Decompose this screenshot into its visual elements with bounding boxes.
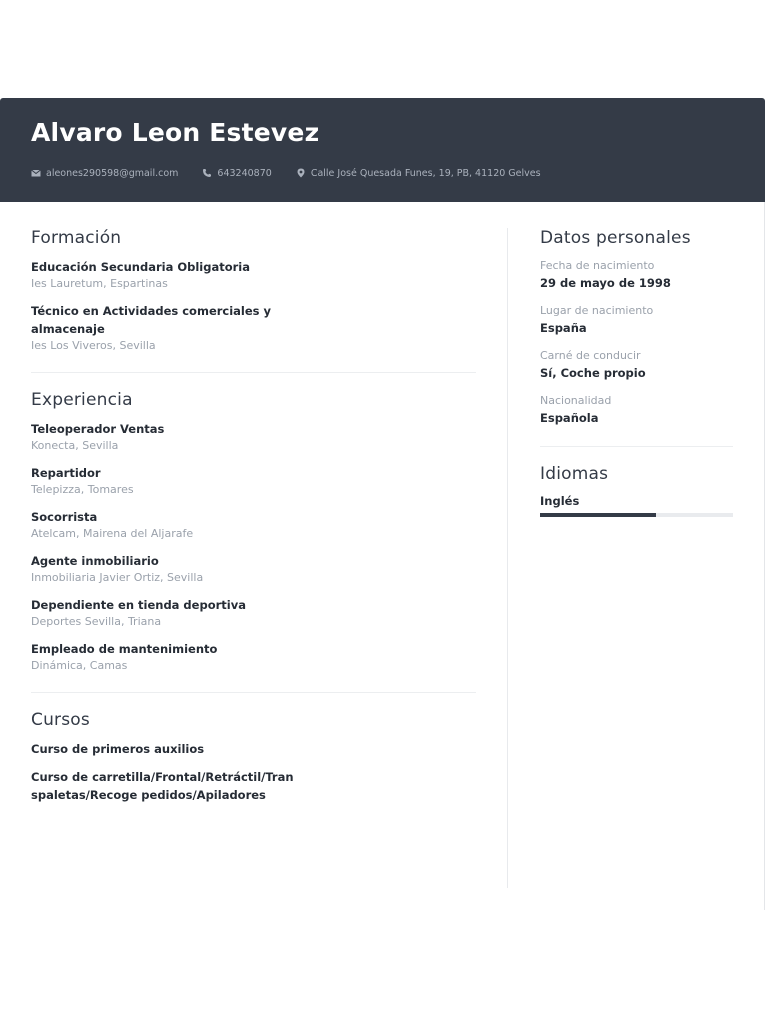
list-item: [31, 508, 476, 542]
item-subtitle: Konecta, Sevilla: [31, 439, 119, 452]
item-subtitle: Atelcam, Mairena del Aljarafe: [31, 527, 194, 540]
item-subtitle: Ies Lauretum, Espartinas: [31, 277, 168, 290]
location-pin-icon: [296, 168, 306, 178]
item-title: Socorrista: [31, 510, 98, 524]
item-title: Educación Secundaria Obligatoria: [31, 260, 250, 274]
field-label: Carné de conducir: [540, 349, 641, 362]
item-title: Curso de primeros auxilios: [31, 742, 205, 756]
right-column: [540, 228, 733, 517]
field-label: Fecha de nacimiento: [540, 259, 655, 272]
data-field: [540, 393, 733, 428]
column-divider: [507, 228, 508, 888]
list-item: [31, 740, 476, 758]
contact-line: [31, 166, 541, 180]
list-item: [31, 552, 476, 586]
field-label: Lugar de nacimiento: [540, 304, 654, 317]
item-subtitle: Telepizza, Tomares: [31, 483, 134, 496]
data-field: [540, 303, 733, 338]
field-value: 29 de mayo de 1998: [540, 276, 671, 290]
item-subtitle: Deportes Sevilla, Triana: [31, 615, 162, 628]
item-subtitle: Inmobiliaria Javier Ortiz, Sevilla: [31, 571, 204, 584]
section-title: Cursos: [31, 710, 90, 730]
section-title: Datos personales: [540, 228, 691, 248]
list-item: [31, 768, 299, 804]
email-link[interactable]: aleones290598@gmail.com: [46, 167, 179, 179]
list-item: [31, 258, 476, 292]
section-cursos: [31, 710, 476, 804]
list-item: [31, 302, 296, 354]
left-column: [31, 228, 476, 814]
field-value: Española: [540, 411, 599, 425]
section-divider: [31, 372, 476, 373]
section-formacion: [31, 228, 476, 354]
section-experiencia: [31, 390, 476, 674]
list-item: [31, 464, 476, 498]
envelope-icon: [31, 168, 41, 178]
section-divider: [31, 692, 476, 693]
language-level-fill: [540, 513, 656, 517]
person-name: Alvaro Leon Estevez: [31, 118, 320, 147]
item-title: Técnico en Actividades comerciales y almacenaje: [31, 304, 272, 336]
list-item: [31, 420, 476, 454]
item-title: Repartidor: [31, 466, 101, 480]
section-divider: [540, 446, 733, 447]
item-title: Agente inmobiliario: [31, 554, 159, 568]
list-item: [31, 640, 476, 674]
item-title: Empleado de mantenimiento: [31, 642, 218, 656]
field-label: Nacionalidad: [540, 394, 612, 407]
section-title: Idiomas: [540, 464, 609, 484]
cv-header: [0, 98, 765, 202]
item-title: Dependiente en tienda deportiva: [31, 598, 246, 612]
language-level-bar: [540, 513, 733, 517]
section-idiomas: [540, 464, 733, 517]
language-name: Inglés: [540, 494, 580, 508]
item-subtitle: Ies Los Viveros, Sevilla: [31, 339, 156, 352]
item-subtitle: Dinámica, Camas: [31, 659, 128, 672]
data-field: [540, 258, 733, 293]
item-title: Teleoperador Ventas: [31, 422, 165, 436]
section-title: Formación: [31, 228, 122, 248]
field-value: Sí, Coche propio: [540, 366, 646, 380]
list-item: [31, 596, 476, 630]
item-title: Curso de carretilla/Frontal/Retráctil/Transpaletas/Recoge pedidos/Apiladores: [31, 770, 294, 802]
phone-link[interactable]: 643240870: [217, 167, 272, 179]
section-title: Experiencia: [31, 390, 133, 410]
field-value: España: [540, 321, 587, 335]
data-field: [540, 348, 733, 383]
address-text: Calle José Quesada Funes, 19, PB, 41120 Gelves: [310, 167, 541, 179]
phone-icon: [202, 168, 212, 178]
section-datos-personales: [540, 228, 733, 428]
